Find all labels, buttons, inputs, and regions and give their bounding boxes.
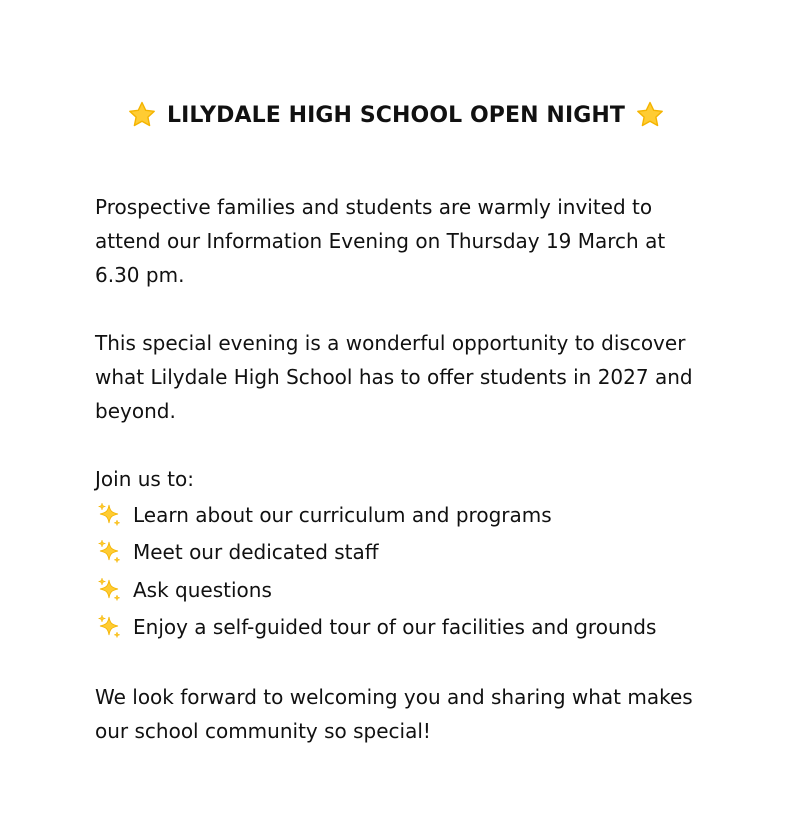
activity-list [95,496,715,646]
list-item [95,496,715,534]
title-row [0,97,792,133]
list-item-text: Ask questions [133,577,272,602]
list-item-text: Enjoy a self-guided tour of our facilities and grounds [133,615,657,640]
spacer [95,646,715,680]
list-item [95,534,715,572]
spacer [95,292,715,326]
star-icon [127,100,157,130]
join-intro: Join us to: [95,467,194,491]
description-paragraph: This special evening is a wonderful opportunity to discover what Lilydale High School has to offer students in 2027 and beyond. [95,331,693,423]
sparkles-icon [95,576,123,604]
sparkles-icon [95,501,123,529]
spacer [95,428,715,462]
invitation-paragraph: Prospective families and students are warmly invited to attend our Information Evening on Thursday 19 March at 6.30 pm. [95,195,666,287]
content-body [95,190,715,748]
sparkles-icon [95,613,123,641]
list-item-text: Meet our dedicated staff [133,540,379,565]
list-item [95,571,715,609]
list-item-text: Learn about our curriculum and programs [133,502,552,527]
list-item [95,609,715,647]
page-title: LILYDALE HIGH SCHOOL OPEN NIGHT [166,102,626,128]
closing-paragraph: We look forward to welcoming you and sharing what makes our school community so special! [95,685,693,743]
star-icon [635,100,665,130]
sparkles-icon [95,538,123,566]
